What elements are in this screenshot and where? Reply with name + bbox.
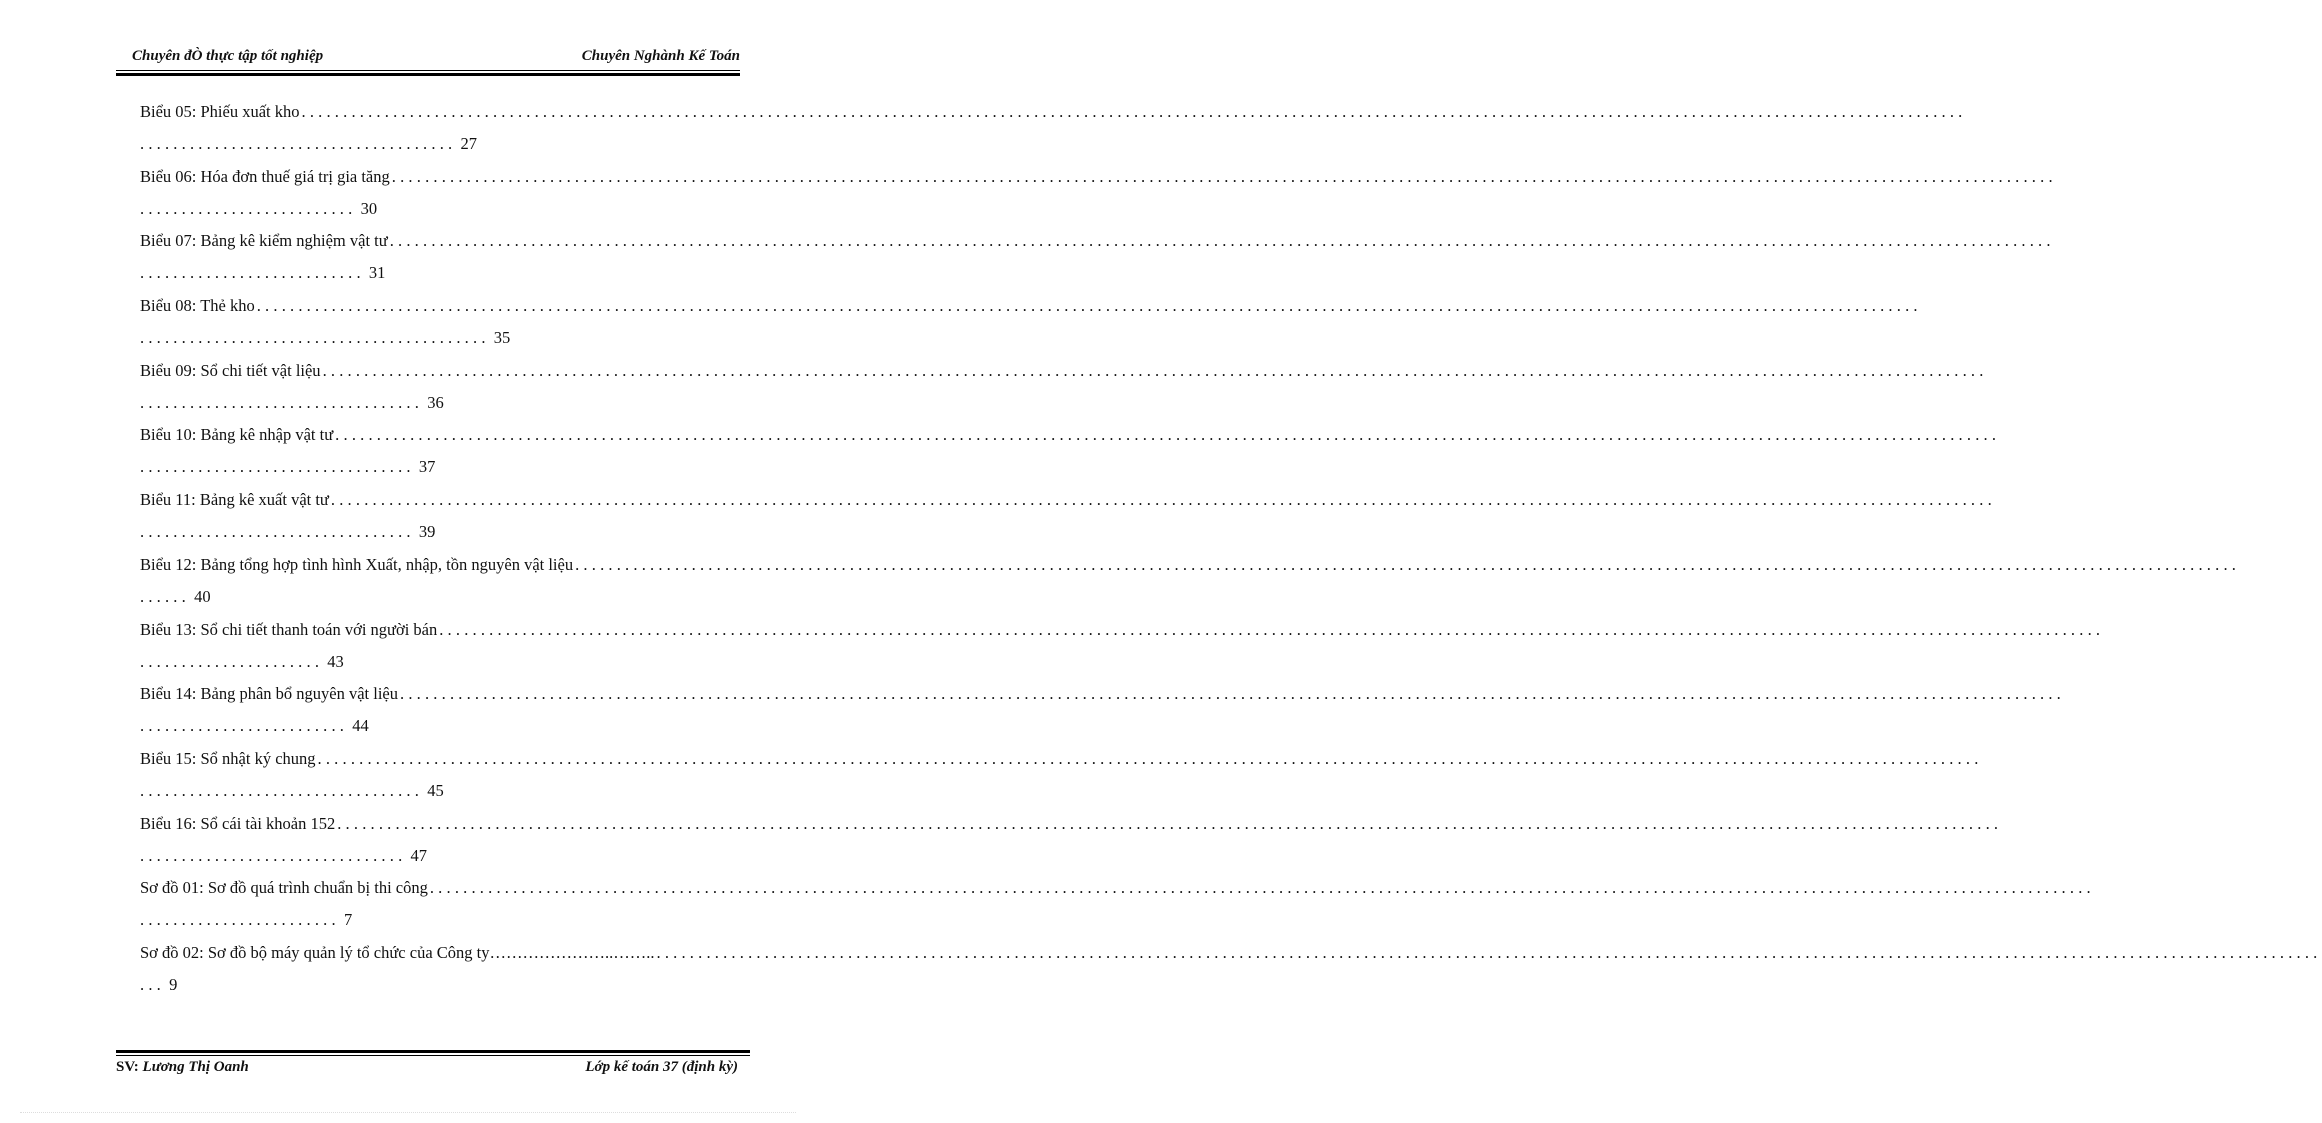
toc-entry-label: Biểu 10: Bảng kê nhập vật tư <box>140 425 334 445</box>
footer-rule-thick <box>116 1050 750 1053</box>
dot-leader: ........................................................................................................................................................................................................ <box>429 878 2095 898</box>
toc-page-number: 47 <box>410 845 428 865</box>
dot-leader: ...................................... <box>140 134 457 153</box>
toc-entry-label: Biểu 13: Sổ chi tiết thanh toán với người bán <box>140 619 438 639</box>
toc-page-number: 35 <box>493 328 511 348</box>
toc-entry-line <box>140 614 2105 646</box>
dot-leader: ................................. <box>140 522 415 542</box>
toc-page-number: 36 <box>427 392 444 412</box>
header-title: Chuyên đÒ thực tập tốt nghiệp <box>132 48 324 64</box>
footer-student-name: Lương Thị Oanh <box>142 1059 249 1075</box>
toc-entry-continuation <box>140 969 754 1001</box>
table-of-figures <box>140 96 2322 1002</box>
toc-entry-continuation <box>140 516 754 548</box>
dot-leader: ........................................................................................................................................................................................................ <box>439 619 2105 639</box>
toc-entry <box>140 96 1967 161</box>
dot-leader: ........................... <box>140 263 365 283</box>
toc-entry-continuation <box>140 904 754 936</box>
toc-entry-line <box>140 225 2055 257</box>
toc-entry-continuation <box>140 451 754 483</box>
page-bottom-border <box>20 1112 796 1113</box>
toc-entry-continuation <box>140 322 754 354</box>
header-rule-thin <box>116 70 740 71</box>
toc-entry-continuation <box>140 193 754 225</box>
toc-entry-label: Biểu 12: Bảng tổng hợp tình hình Xuất, nhập, tồn nguyên vật liệu <box>140 554 574 574</box>
toc-entry-continuation <box>140 646 754 678</box>
dot-leader: ........................ <box>140 910 340 930</box>
toc-entry-label: Biểu 07: Bảng kê kiểm nghiệm vật tư <box>140 231 388 251</box>
dot-leader: ........................................................................................................................................................................................................ <box>301 102 1967 121</box>
toc-page-number: 7 <box>343 910 353 930</box>
header-rule-thick <box>116 73 740 76</box>
page-header <box>132 48 740 70</box>
toc-entry-line <box>140 872 2095 904</box>
toc-entry <box>140 225 2055 290</box>
toc-entry-line <box>140 161 2057 193</box>
footer-sv-label: SV: <box>116 1059 139 1075</box>
toc-entry-line <box>140 808 2003 840</box>
dot-leader: ........................................................................................................................................................................................................ <box>337 813 2003 833</box>
toc-page-number: 45 <box>427 780 444 800</box>
toc-entry <box>140 614 2105 679</box>
toc-page-number: 39 <box>418 522 436 542</box>
toc-entry-label: Biểu 11: Bảng kê xuất vật tư <box>140 490 329 510</box>
dot-leader: ........................................................................................................................................................................................................ <box>256 296 1922 316</box>
toc-page-number: 31 <box>368 263 386 283</box>
toc-entry-line <box>140 549 2241 581</box>
toc-entry-label: Sơ đồ 01: Sơ đồ quá trình chuẩn bị thi công <box>140 878 428 898</box>
dot-leader: ...................... <box>140 651 324 671</box>
toc-page-number: 27 <box>460 134 477 153</box>
dot-leader: ........................................................................................................................................................................................................ <box>322 360 1988 380</box>
toc-entry <box>140 549 2241 614</box>
page-footer <box>116 1059 738 1081</box>
toc-entry-label: Sơ đồ 02: Sơ đồ bộ máy quản lý tổ chức của Công ty…………………..…….. <box>140 942 655 962</box>
toc-entry-continuation <box>140 257 754 289</box>
footer-student <box>116 1059 249 1076</box>
dot-leader: ........................................................................................................................................................................................................ <box>656 942 2322 962</box>
dot-leader: ................................ <box>140 845 407 865</box>
dot-leader: ...... <box>140 586 190 606</box>
dot-leader: ........................................................................................................................................................................................................ <box>400 684 2065 704</box>
dot-leader: .................................. <box>140 780 424 800</box>
dot-leader: .................................. <box>140 392 424 412</box>
toc-page-number: 44 <box>352 716 369 736</box>
toc-entry-line <box>140 678 2065 710</box>
toc-entry <box>140 290 1922 355</box>
toc-entry <box>140 161 2057 226</box>
toc-page-number: 37 <box>418 457 436 477</box>
toc-entry <box>140 808 2003 873</box>
toc-entry-continuation <box>140 775 754 807</box>
toc-entry <box>140 419 2001 484</box>
toc-page-number: 30 <box>360 198 378 218</box>
toc-entry-line <box>140 484 1996 516</box>
dot-leader: ........................................................................................................................................................................................................ <box>389 231 2055 251</box>
toc-entry-label: Biểu 16: Sổ cái tài khoản 152 <box>140 813 336 833</box>
toc-entry-continuation <box>140 581 754 613</box>
dot-leader: .......................... <box>140 198 357 218</box>
toc-entry <box>140 937 2322 1002</box>
toc-page-number: 40 <box>194 586 211 606</box>
toc-entry <box>140 743 1983 808</box>
toc-entry-continuation <box>140 387 754 419</box>
footer-rule-thin <box>116 1055 750 1056</box>
toc-entry-line <box>140 937 2322 969</box>
dot-leader: ... <box>140 974 165 994</box>
dot-leader: ........................................................................................................................................................................................................ <box>317 748 1983 768</box>
toc-entry-label: Biểu 08: Thẻ kho <box>140 296 255 316</box>
dot-leader: ................................. <box>140 457 415 477</box>
toc-entry-label: Biểu 09: Sổ chi tiết vật liệu <box>140 360 321 380</box>
dot-leader: ......................... <box>140 716 349 736</box>
toc-entry-line <box>140 96 1967 128</box>
dot-leader: ........................................................................................................................................................................................................ <box>335 425 2001 445</box>
toc-entry <box>140 355 1988 420</box>
toc-entry <box>140 678 2065 743</box>
toc-entry-line <box>140 419 2001 451</box>
header-major: Chuyên Nghành Kế Toán <box>581 48 740 64</box>
toc-entry <box>140 484 1996 549</box>
toc-entry-label: Biểu 15: Sổ nhật ký chung <box>140 748 316 768</box>
toc-entry-label: Biểu 05: Phiếu xuất kho <box>140 102 300 121</box>
dot-leader: ........................................................................................................................................................................................................ <box>575 554 2241 574</box>
toc-entry-line <box>140 355 1988 387</box>
toc-entry-label: Biểu 14: Bảng phân bổ nguyên vật liệu <box>140 684 398 704</box>
toc-page-number: 9 <box>169 974 178 994</box>
toc-entry-continuation <box>140 840 754 872</box>
footer-class: Lớp kế toán 37 (định kỳ) <box>585 1059 738 1075</box>
dot-leader: ........................................................................................................................................................................................................ <box>330 490 1996 510</box>
dot-leader: ........................................................................................................................................................................................................ <box>391 166 2057 186</box>
toc-entry-label: Biểu 06: Hóa đơn thuế giá trị gia tăng <box>140 166 390 186</box>
toc-page-number: 43 <box>327 651 344 671</box>
toc-entry-continuation <box>140 128 754 160</box>
toc-entry-line <box>140 743 1983 775</box>
toc-entry-line <box>140 290 1922 322</box>
toc-entry <box>140 872 2095 937</box>
dot-leader: .......................................... <box>140 328 490 348</box>
toc-entry-continuation <box>140 710 754 742</box>
